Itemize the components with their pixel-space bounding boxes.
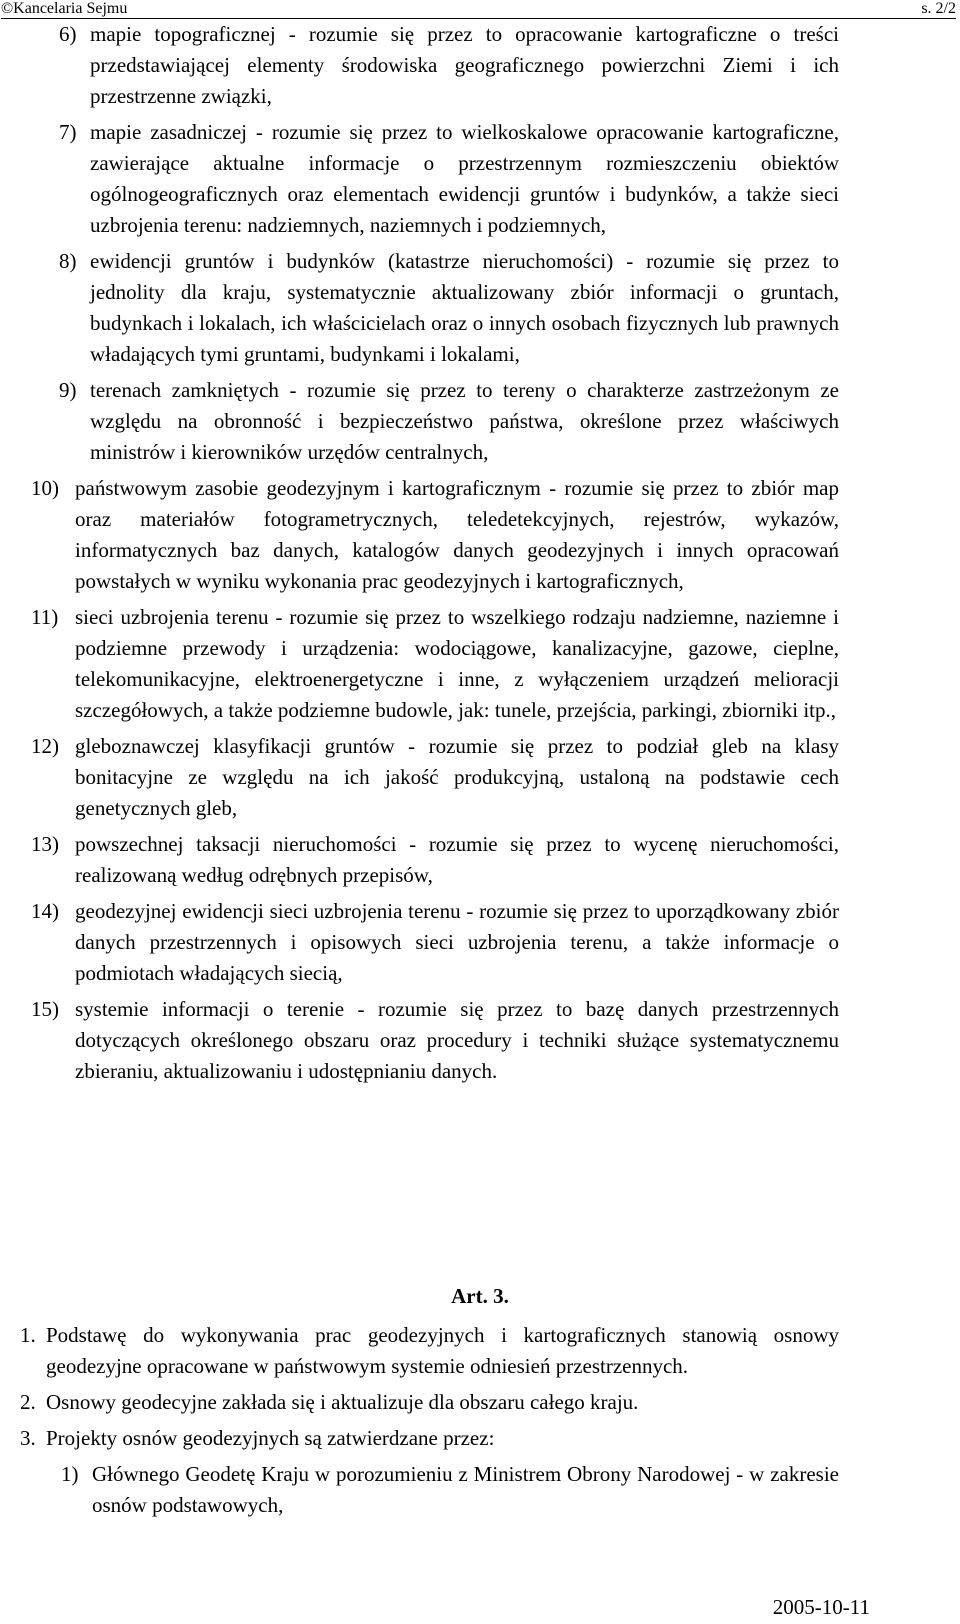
definition-item-10	[31, 473, 839, 597]
footer-date: 2005-10-11	[772, 1595, 870, 1619]
definition-item-13	[31, 829, 839, 891]
item-text: państwowym zasobie geodezyjnym i kartograficznym - rozumie się przez to zbiór map oraz materiałów fotogrametrycznych, teledetekcyjnych, rejestrów, wykazów, informatycznych baz danych, katalogów danych geodezyjnych i innych opracowań powstałych w wyniku wykonania prac geodezyjnych i kartograficznych,	[75, 476, 839, 593]
item-number: 15)	[31, 997, 59, 1021]
definition-item-6	[59, 19, 839, 112]
definitions-list	[0, 19, 960, 1092]
item-text: terenach zamkniętych - rozumie się przez to tereny o charakterze zastrzeżonym ze względu na obronność i bezpieczeństwo państwa, określone przez właściwych ministrów i kierowników urzędów centralnych,	[90, 378, 839, 464]
definition-item-7	[59, 117, 839, 241]
item-text: ewidencji gruntów i budynków (katastrze nieruchomości) - rozumie się przez to jednolity dla kraju, systematycznie aktualizowany zbiór informacji o gruntach, budynkach i lokalach, ich właścicielach oraz o innych osobach fizycznych lub prawnych władających tymi gruntami, budynkami i lokalami,	[90, 249, 839, 366]
paragraph-text: Osnowy geodecyjne zakłada się i aktualizuje dla obszaru całego kraju.	[46, 1390, 639, 1414]
item-text: mapie topograficznej - rozumie się przez to opracowanie kartograficzne o treści przedstawiającej elementy środowiska geograficznego powierzchni Ziemi i ich przestrzenne związki,	[90, 22, 839, 108]
item-text: sieci uzbrojenia terenu - rozumie się przez to wszelkiego rodzaju nadziemne, naziemne i podziemne przewody i urządzenia: wodociągowe, kanalizacyjne, gazowe, cieplne, telekomunikacyjne, elektroenergetyczne i inne, z wyłączeniem urządzeń melioracji szczegółowych, a także podziemne budowle, jak: tunele, przejścia, parkingi, zbiorniki itp.,	[75, 605, 839, 722]
item-text: mapie zasadniczej - rozumie się przez to wielkoskalowe opracowanie kartograficzne, zawierające aktualne informacje o przestrzennym rozmieszczeniu obiektów ogólnogeograficznych oraz elementach ewidencji gruntów i budynków, a także sieci uzbrojenia terenu: nadziemnych, naziemnych i podziemnych,	[90, 120, 839, 237]
item-number: 11)	[31, 605, 59, 629]
definition-item-12	[31, 731, 839, 824]
paragraph-text: Projekty osnów geodezyjnych są zatwierdzane przez:	[46, 1426, 495, 1450]
item-number: 13)	[31, 832, 59, 856]
definition-item-9	[59, 375, 839, 468]
paragraph-text: Podstawę do wykonywania prac geodezyjnych i kartograficznych stanowią osnowy geodezyjne opracowane w państwowym systemie odniesień przestrzennych.	[46, 1323, 839, 1378]
definition-item-8	[59, 246, 839, 370]
item-number: 9)	[59, 378, 77, 402]
item-number: 12)	[31, 734, 59, 758]
item-text: powszechnej taksacji nieruchomości - rozumie się przez to wycenę nieruchomości, realizowaną według odrębnych przepisów,	[75, 832, 839, 887]
header-source: ©Kancelaria Sejmu	[1, 0, 128, 17]
item-number: 7)	[59, 120, 77, 144]
article-title: Art. 3.	[451, 1284, 509, 1308]
article-paragraph-3	[20, 1423, 839, 1454]
item-number: 6)	[59, 22, 77, 46]
subpoint-text: Głównego Geodetę Kraju w porozumieniu z Ministrem Obrony Narodowej - w zakresie osnów podstawowych,	[92, 1462, 839, 1517]
article-paragraph-1	[20, 1320, 839, 1382]
item-number: 8)	[59, 249, 77, 273]
article-subpoint-1	[61, 1459, 839, 1521]
subpoint-number: 1)	[61, 1462, 79, 1486]
header-page-number: s. 2/2	[921, 0, 956, 17]
item-text: geodezyjnej ewidencji sieci uzbrojenia terenu - rozumie się przez to uporządkowany zbiór danych przestrzennych i opisowych sieci uzbrojenia terenu, a także informacje o podmiotach władających siecią,	[75, 899, 839, 985]
paragraph-number: 1.	[20, 1323, 36, 1347]
paragraph-number: 3.	[20, 1426, 36, 1450]
article-body	[0, 1320, 960, 1526]
article-paragraph-2	[20, 1387, 839, 1418]
item-text: systemie informacji o terenie - rozumie się przez to bazę danych przestrzennych dotyczących określonego obszaru oraz procedury i techniki służące systematycznemu zbieraniu, aktualizowaniu i udostępnianiu danych.	[75, 997, 839, 1083]
definition-item-15	[31, 994, 839, 1087]
definition-item-11	[31, 602, 839, 726]
item-number: 14)	[31, 899, 59, 923]
paragraph-number: 2.	[20, 1390, 36, 1414]
item-number: 10)	[31, 476, 59, 500]
definition-item-14	[31, 896, 839, 989]
item-text: gleboznawczej klasyfikacji gruntów - rozumie się przez to podział gleb na klasy bonitacyjne ze względu na ich jakość produkcyjną, ustaloną na podstawie cech genetycznych gleb,	[75, 734, 839, 820]
